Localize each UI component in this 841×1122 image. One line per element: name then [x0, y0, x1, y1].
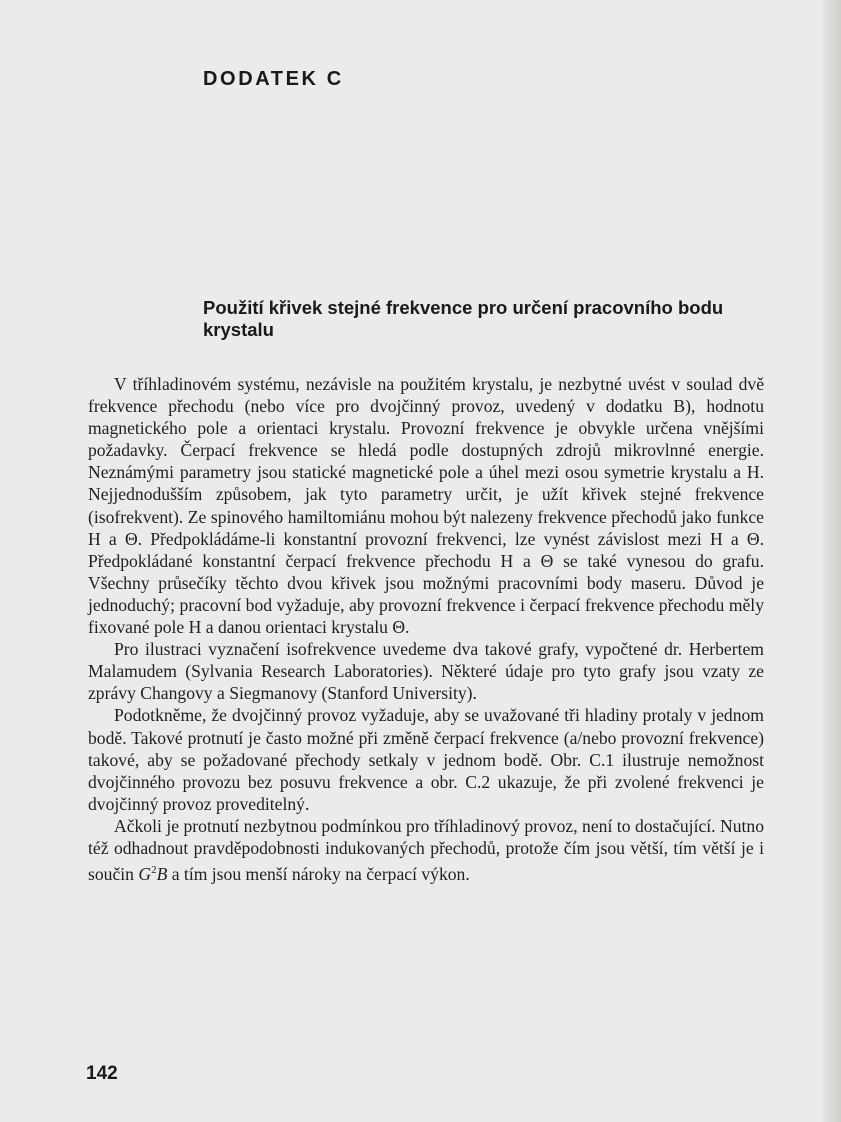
formula-g-squared-b [138, 864, 167, 884]
body-text [88, 373, 764, 885]
paragraph-2: Pro ilustraci vyznačení isofrekvence uvedeme dva takové grafy, vypočtené dr. Herbertem Malamudem (Sylvania Research Laboratories). Některé údaje pro tyto grafy jsou vzaty ze zprávy Changovy a Siegmanovy (Stanford University). [88, 639, 764, 704]
paragraph-4-start: Ačkoli je protnutí nezbytnou podmínkou pro tříhladinový provoz, není to dostačující. Nutno též odhadnout pravděpodobnosti indukovaných přechodů, protože čím jsou větší, tím větší je i součin [88, 815, 764, 885]
paragraph-4 [88, 815, 764, 885]
page-number: 142 [86, 1063, 118, 1084]
formula-superscript: 2 [151, 864, 157, 877]
section-heading: Použití křivek stejné frekvence pro určení pracovního bodu krystalu [203, 297, 724, 340]
page-edge-shadow [823, 0, 841, 1122]
paragraph-4-end: a tím jsou menší nároky na čerpací výkon. [171, 864, 470, 885]
paragraph-3: Podotkněme, že dvojčinný provoz vyžaduje, aby se uvažované tři hladiny protaly v jednom bodě. Takové protnutí je často možné při změně čerpací frekvence (a/nebo provozní frekvence) takové, aby se požadované přechody setkaly v jednom bodě. Obr. C.1 ilustruje nemožnost dvojčinného provozu bez posuvu frekvence a obr. C.2 ukazuje, že při zvolené frekvenci je dvojčinný provoz proveditelný. [88, 705, 764, 814]
paragraph-1: V tříhladinovém systému, nezávisle na použitém krystalu, je nezbytné uvést v soulad dvě frekvence přechodu (nebo více pro dvojčinný provoz, uvedený v dodatku B), hodnotu magnetického pole a orientaci krystalu. Provozní frekvence je obvykle určena vnějšími požadavky. Čerpací frekvence se hledá podle dostupných zdrojů mikrovlnné energie. Neznámými parametry jsou statické magnetické pole a úhel mezi osou symetrie krystalu a H. Nejjednodušším způsobem, jak tyto parametry určit, je užít křivek stejné frekvence (isofrekvent). Ze spinového hamiltomiánu mohou být nalezeny frekvence přechodů jako funkce H a Θ. Předpokládáme-li konstantní provozní frekvenci, lze vynést závislost mezi H a Θ. Předpokládané konstantní čerpací frekvence přechodu H a Θ se také vynesou do grafu. Všechny průsečíky těchto dvou křivek jsou možnými pracovními body maseru. Důvod je jednoduchý; pracovní bod vyžaduje, aby provozní frekvence i čerpací frekvence přechodu měly fixované pole H a danou orientaci krystalu Θ. [88, 374, 764, 638]
appendix-title: DODATEK C [203, 68, 344, 90]
formula-tail: B [156, 864, 168, 885]
formula-base: G [138, 864, 152, 885]
